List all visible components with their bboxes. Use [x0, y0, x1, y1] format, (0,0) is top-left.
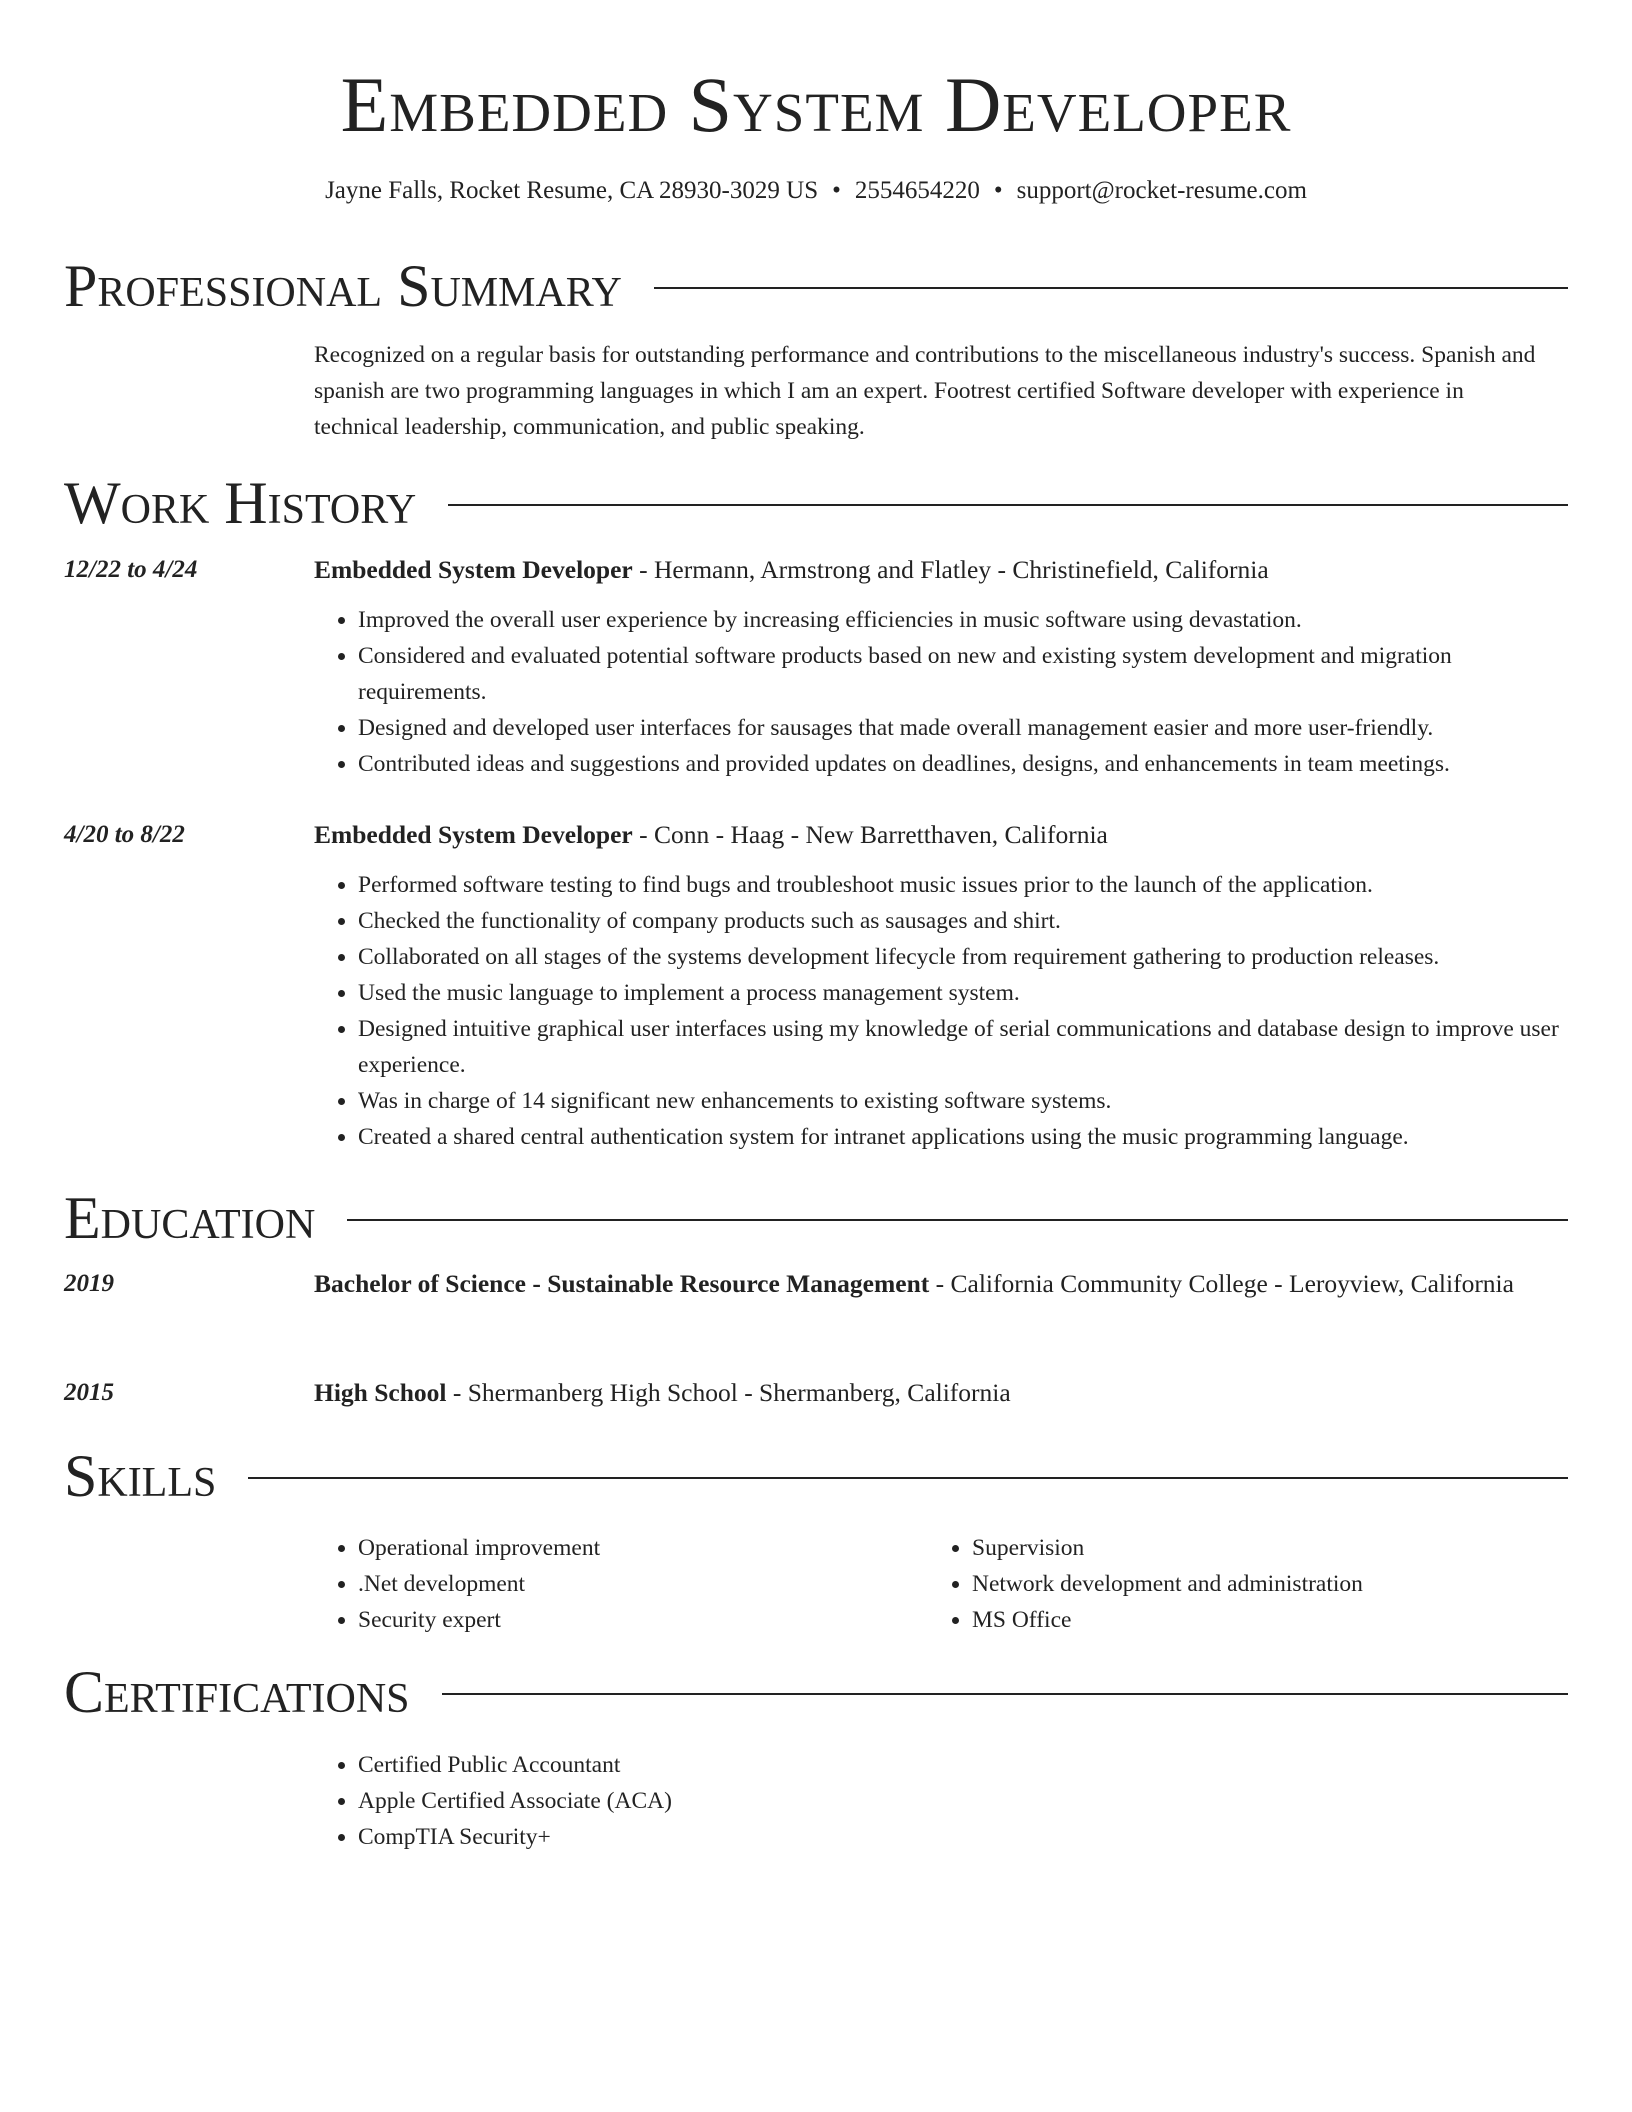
- education-headline: [314, 1264, 1568, 1304]
- job-bullet: • Collaborated on all stages of the systems development lifecycle from requirement gathering to production releases.: [358, 939, 1568, 975]
- section-title-summary: Professional Summary: [64, 253, 622, 319]
- skill-item: • Supervision: [972, 1530, 1542, 1566]
- skill-item: • .Net development: [358, 1566, 928, 1602]
- job-bullet: • Designed and developed user interfaces for sausages that made overall management easier and more user-friendly.: [358, 710, 1568, 746]
- contact-line: [0, 175, 1632, 207]
- contact-separator: •: [993, 177, 1003, 204]
- education-school: - Shermanberg High School - Shermanberg, California: [446, 1378, 1011, 1407]
- certification-item: • CompTIA Security+: [358, 1819, 672, 1855]
- education-headline: [314, 1373, 1568, 1413]
- skill-item: • Operational improvement: [358, 1530, 928, 1566]
- section-header-summary: [64, 251, 1568, 321]
- resume-title: Embedded System Developer: [340, 61, 1292, 148]
- job-bullet: • Used the music language to implement a process management system.: [358, 975, 1568, 1011]
- skills-column-right: [928, 1530, 1542, 1638]
- education-degree: High School: [314, 1378, 447, 1407]
- job-headline: [314, 815, 1568, 855]
- section-title-education: Education: [64, 1185, 316, 1251]
- section-divider: [448, 504, 1568, 506]
- education-school: - California Community College - Leroyview, California: [929, 1269, 1514, 1298]
- contact-separator: •: [832, 177, 841, 204]
- certification-item: • Certified Public Accountant: [358, 1747, 672, 1783]
- section-divider: [248, 1477, 1568, 1479]
- job-headline: [314, 550, 1568, 590]
- section-title-certifications: Certifications: [64, 1659, 410, 1725]
- education-body: [314, 1373, 1568, 1413]
- job-bullets: [314, 602, 1568, 782]
- section-divider: [347, 1219, 1568, 1221]
- certification-item: • Apple Certified Associate (ACA): [358, 1783, 672, 1819]
- job-title: Embedded System Developer: [314, 555, 633, 584]
- section-divider: [442, 1693, 1568, 1695]
- job-bullet: • Was in charge of 14 significant new enhancements to existing software systems.: [358, 1083, 1568, 1119]
- contact-email: support@rocket-resume.com: [1016, 177, 1307, 204]
- job-bullet: • Contributed ideas and suggestions and provided updates on deadlines, designs, and enhancements in team meetings.: [358, 746, 1568, 782]
- job-title: Embedded System Developer: [314, 820, 633, 849]
- education-year: 2019: [64, 1270, 114, 1297]
- education-degree: Bachelor of Science - Sustainable Resource Management: [314, 1269, 930, 1298]
- section-header-education: [64, 1183, 1568, 1253]
- job-bullets: [314, 867, 1568, 1155]
- certifications-bullets: [314, 1747, 672, 1855]
- contact-phone: 2554654220: [854, 177, 980, 204]
- job-dates: 12/22 to 4/24: [64, 556, 198, 583]
- job-body: [314, 815, 1568, 1155]
- job-employer: - Hermann, Armstrong and Flatley - Christinefield, California: [632, 555, 1269, 584]
- skill-item: • MS Office: [972, 1602, 1542, 1638]
- education-year: 2015: [64, 1379, 114, 1406]
- section-header-skills: [64, 1441, 1568, 1511]
- job-dates: 4/20 to 8/22: [64, 821, 185, 848]
- certifications-list: [314, 1747, 672, 1855]
- job-bullet: • Designed intuitive graphical user interfaces using my knowledge of serial communications and database design to improve user experience.: [358, 1011, 1568, 1083]
- contact-address: Jayne Falls, Rocket Resume, CA 28930-3029 US: [325, 177, 819, 204]
- section-title-skills: Skills: [64, 1443, 217, 1509]
- skills-column-left: [314, 1530, 928, 1638]
- job-bullet: • Performed software testing to find bugs and troubleshoot music issues prior to the launch of the application.: [358, 867, 1568, 903]
- section-divider: [654, 287, 1568, 289]
- job-body: [314, 550, 1568, 782]
- summary-text: Recognized on a regular basis for outstanding performance and contributions to the miscellaneous industry's success. Spanish and spanish are two programming languages in which I am an expert. Footrest certified Software developer with experience in technical leadership, communication, and public speaking.: [314, 342, 1536, 440]
- section-header-certifications: [64, 1657, 1568, 1727]
- job-employer: - Conn - Haag - New Barretthaven, California: [632, 820, 1108, 849]
- section-title-work-history: Work History: [64, 470, 417, 536]
- job-bullet: • Improved the overall user experience by increasing efficiencies in music software using devastation.: [358, 602, 1568, 638]
- skills-list: [314, 1530, 1574, 1638]
- section-header-work-history: [64, 468, 1568, 538]
- skill-item: • Network development and administration: [972, 1566, 1542, 1602]
- skill-item: • Security expert: [358, 1602, 928, 1638]
- job-bullet: • Checked the functionality of company products such as sausages and shirt.: [358, 903, 1568, 939]
- job-bullet: • Created a shared central authentication system for intranet applications using the music programming language.: [358, 1119, 1568, 1155]
- job-bullet: • Considered and evaluated potential software products based on new and existing system development and migration requirements.: [358, 638, 1568, 710]
- education-body: [314, 1264, 1568, 1304]
